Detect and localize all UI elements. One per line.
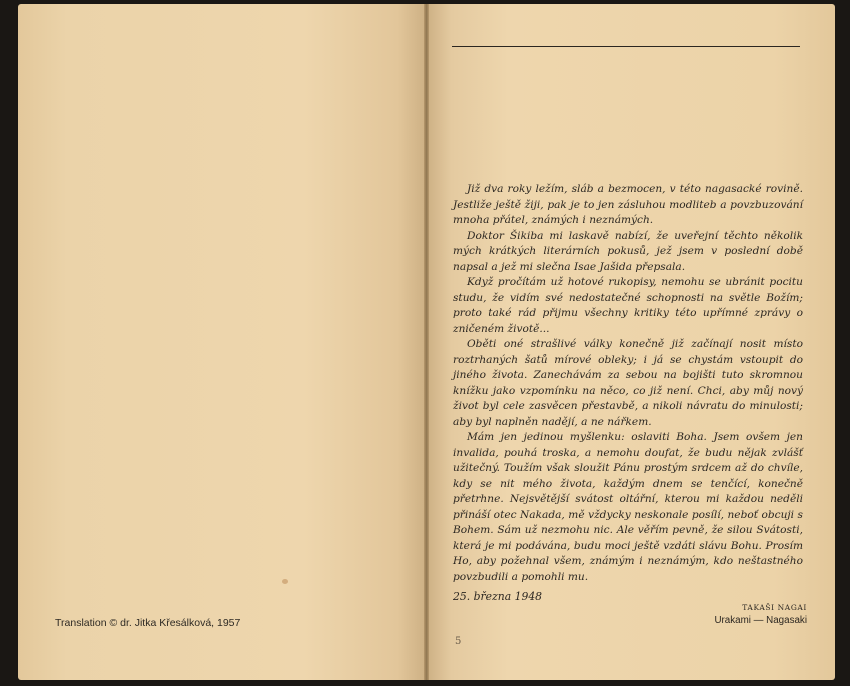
paper-speck: [282, 579, 288, 584]
paragraph: Doktor Šikiba mi laskavě nabízí, že uveřejní těchto několik mých krátkých literárních pokusů, jež jsem v poslední době napsal a jež mi slečna Isae Jašida přepsala.: [453, 229, 803, 273]
paragraph: Mám jen jedinou myšlenku: oslaviti Boha. Jsem ovšem jen invalida, pouhá troska, a nemohu doufat, že budu nějak zvlášť užitečný. Toužím však sloužit Pánu prostým srdcem až do chvíle, kdy se nit mého života, každým dnem se tenčící, konečně přetrhne. Nejsvětější svátost oltářní, kterou mi každou neděli přináší otec Nakada, mě vždycky neskonale posílí, neboť obcuji s Bohem. Sám už nezmohu nic. Ale věřím pevně, že silou Svátosti, která je mi podávána, budu moci ještě vzdáti slávu Bohu. Prosím Ho, aby požehnal všem, známým i neznámým, kdo neštastného povzbudili a pomohli mu.: [453, 431, 803, 583]
foreword-text: [453, 182, 803, 585]
copyright-notice: Translation © dr. Jitka Křesálková, 1957: [55, 617, 241, 629]
paragraph: Oběti oné strašlivé války konečně již začínají nosit místo roztrhaných šatů mírové obleky; i já se chystám vstoupit do jiného života. Zanechávám za sebou na bojišti tuto skromnou knížku jako vzpomínku na něco, co již není. Chci, aby můj nový život byl cele zasvěcen přestavbě, a nikoli návratu do minulosti; aby byl naplněn nadějí, a ne nářkem.: [453, 338, 803, 428]
book-gutter: [424, 4, 429, 680]
signature-block: [714, 602, 807, 627]
author-place: Urakami — Nagasaki: [714, 615, 807, 626]
page-number: 5: [455, 636, 462, 647]
dateline: 25. března 1948: [453, 590, 543, 603]
left-page: [18, 4, 426, 680]
paragraph: Když pročítám už hotové rukopisy, nemohu se ubránit pocitu studu, že vidím své nedostatečné schopnosti na světle Božím; proto také rád přijmu všechny kritiky této upřímné zprávy o zničeném životě...: [453, 276, 803, 335]
header-rule: [452, 46, 800, 47]
author-name: TAKAŠI NAGAI: [742, 603, 807, 612]
paragraph: Již dva roky ležím, sláb a bezmocen, v této nagasacké rovině. Jestliže ještě žiji, pak je to jen zásluhou modliteb a povzbuzování mnoha přátel, známých i neznámých.: [453, 183, 803, 226]
